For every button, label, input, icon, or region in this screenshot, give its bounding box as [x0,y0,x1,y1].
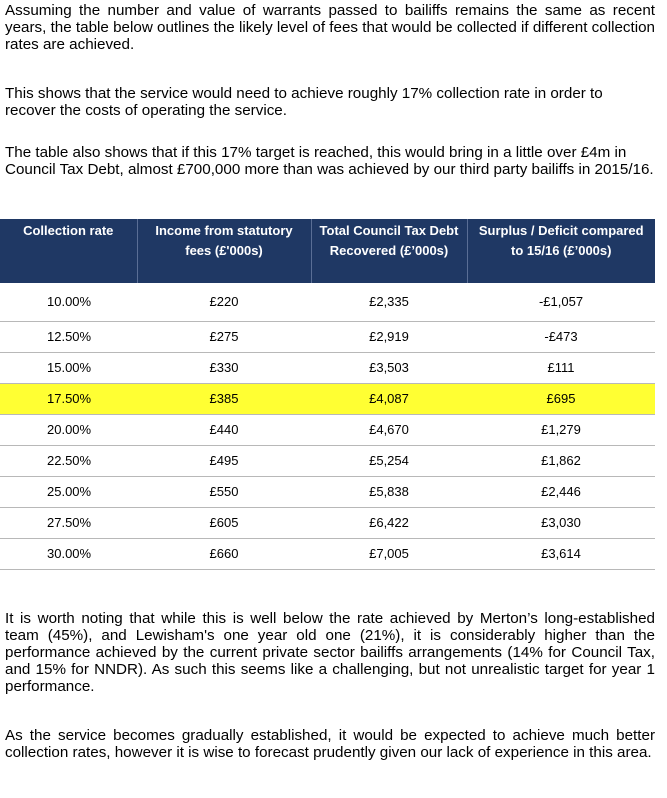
cell-income-fees: £440 [137,414,311,445]
cell-income-fees: £385 [137,383,311,414]
cell-total-debt: £2,919 [311,321,467,352]
header-total-debt: Total Council Tax Debt Recovered (£’000s) [311,219,467,283]
cell-collection-rate: 20.00% [0,414,137,445]
cell-total-debt: £3,503 [311,352,467,383]
cell-collection-rate: 25.00% [0,476,137,507]
cell-surplus-deficit: £2,446 [467,476,655,507]
cell-total-debt: £2,335 [311,283,467,321]
cell-collection-rate: 10.00% [0,283,137,321]
target-paragraph: The table also shows that if this 17% target is reached, this would bring in a little over £4m in Council Tax Debt, almost £700,000 more than was achieved by our third party bailiffs in 2015/16. [5,144,654,178]
table-row [0,507,655,538]
cell-collection-rate: 30.00% [0,538,137,569]
cell-surplus-deficit: -£1,057 [467,283,655,321]
cell-income-fees: £330 [137,352,311,383]
table-row [0,383,655,414]
cell-surplus-deficit: £111 [467,352,655,383]
table-row [0,414,655,445]
cell-income-fees: £495 [137,445,311,476]
table-row [0,445,655,476]
cell-surplus-deficit: £1,279 [467,414,655,445]
cell-income-fees: £220 [137,283,311,321]
cell-income-fees: £275 [137,321,311,352]
cell-total-debt: £5,254 [311,445,467,476]
cell-surplus-deficit: -£473 [467,321,655,352]
cost-recovery-paragraph: This shows that the service would need to achieve roughly 17% collection rate in order to recover the costs of operating the service. [5,85,603,119]
cell-income-fees: £605 [137,507,311,538]
intro-paragraph: Assuming the number and value of warrants passed to bailiffs remains the same as recent years, the table below outlines the likely level of fees that would be collected if different collection rates are achieved. [5,2,655,53]
cell-total-debt: £5,838 [311,476,467,507]
cell-collection-rate: 27.50% [0,507,137,538]
comparison-paragraph: It is worth noting that while this is well below the rate achieved by Merton’s long-established team (45%), and Lewisham's one year old one (21%), it is considerably higher than the performance achieved by the current private sector bailiffs arrangements (14% for Council Tax, and 15% for NNDR). As such this seems like a challenging, but not unrealistic target for year 1 performance. [5,610,655,695]
cell-total-debt: £4,087 [311,383,467,414]
cell-surplus-deficit: £3,614 [467,538,655,569]
cell-collection-rate: 15.00% [0,352,137,383]
cell-income-fees: £550 [137,476,311,507]
table-row [0,352,655,383]
cell-surplus-deficit: £1,862 [467,445,655,476]
table-row [0,538,655,569]
header-collection-rate: Collection rate [0,219,137,283]
cell-total-debt: £7,005 [311,538,467,569]
cell-collection-rate: 22.50% [0,445,137,476]
cell-total-debt: £6,422 [311,507,467,538]
header-income-fees: Income from statutory fees (£'000s) [137,219,311,283]
table-body [0,283,655,569]
cell-total-debt: £4,670 [311,414,467,445]
cell-income-fees: £660 [137,538,311,569]
table-row [0,321,655,352]
cell-collection-rate: 17.50% [0,383,137,414]
table-row [0,476,655,507]
cell-surplus-deficit: £695 [467,383,655,414]
cell-surplus-deficit: £3,030 [467,507,655,538]
header-surplus-deficit: Surplus / Deficit compared to 15/16 (£’000s) [467,219,655,283]
table-row [0,283,655,321]
cell-collection-rate: 12.50% [0,321,137,352]
outlook-paragraph: As the service becomes gradually established, it would be expected to achieve much better collection rates, however it is wise to forecast prudently given our lack of experience in this area. [5,727,655,761]
collection-rate-table [0,219,655,570]
table-header-row [0,219,655,283]
